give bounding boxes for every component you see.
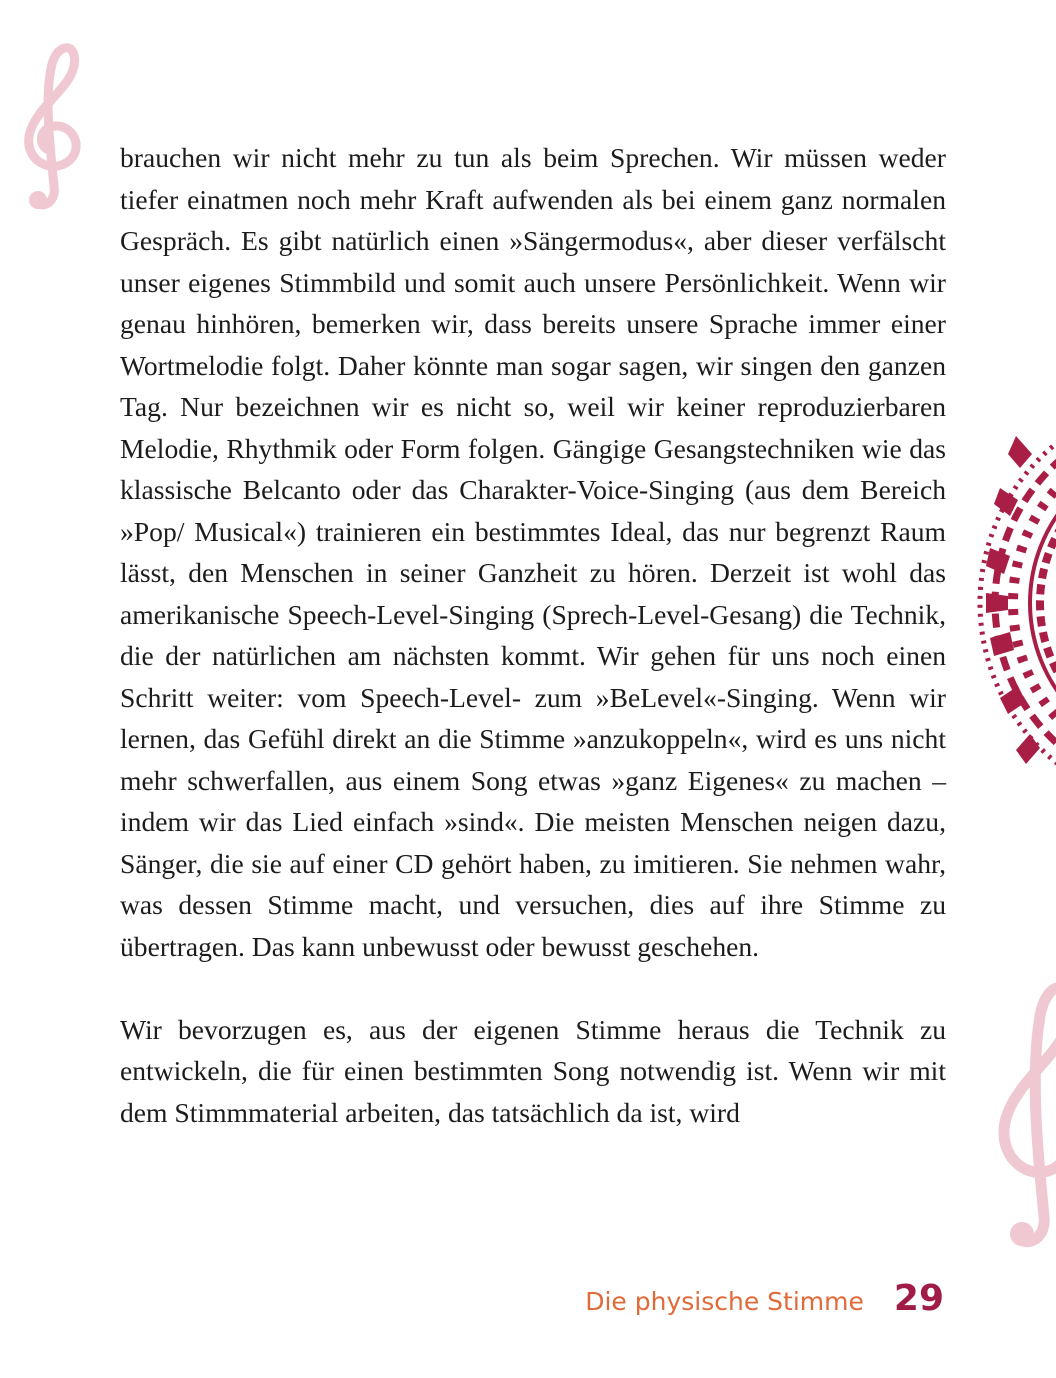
mandala-icon xyxy=(970,388,1056,818)
treble-clef-icon xyxy=(978,966,1056,1252)
body-text xyxy=(120,137,946,1133)
chapter-title: Die physische Stimme xyxy=(585,1287,864,1316)
paragraph: brauchen wir nicht mehr zu tun als beim Sprechen. Wir müssen weder tiefer einatmen noch mehr Kraft aufwenden als bei einem ganz normalen Gespräch. Es gibt natürlich einen »Sängermodus«, aber dieser verfälscht unser eigenes Stimmbild und somit auch unsere Persönlichkeit. Wenn wir genau hinhören, bemerken wir, dass bereits unsere Sprache immer einer Wortmelodie folgt. Daher könnte man sogar sagen, wir singen den ganzen Tag. Nur bezeichnen wir es nicht so, weil wir keiner reproduzierbaren Melodie, Rhythmik oder Form folgen. Gängige Gesangstechniken wie das klassische Belcanto oder das Charakter-Voice-Singing (aus dem Bereich »Pop/ Musical«) trainieren ein bestimmtes Ideal, das nur begrenzt Raum lässt, den Menschen in seiner Ganzheit zu hören. Derzeit ist wohl das amerikanische Speech-Level-Singing (Sprech-Level-Gesang) die Technik, die der natürlichen am nächsten kommt. Wir gehen für uns noch einen Schritt weiter: vom Speech-Level- zum »BeLevel«-Singing. Wenn wir lernen, das Gefühl direkt an die Stimme »anzukoppeln«, wird es uns nicht mehr schwerfallen, aus einem Song etwas »ganz Eigenes« zu machen – indem wir das Lied einfach »sind«. Die meisten Menschen neigen dazu, Sänger, die sie auf einer CD gehört haben, zu imitieren. Sie nehmen wahr, was dessen Stimme macht, und versuchen, dies auf ihre Stimme zu übertragen. Das kann unbewusst oder bewusst geschehen. xyxy=(120,142,946,962)
page-footer xyxy=(585,1278,944,1328)
page-number: 29 xyxy=(893,1278,944,1319)
paragraph: Wir bevorzugen es, aus der eigenen Stimme heraus die Technik zu entwickeln, die für einen bestimmten Song notwendig ist. Wenn wir mit dem Stimmmaterial arbeiten, das tatsächlich da ist, wird xyxy=(120,1013,946,1128)
treble-clef-icon xyxy=(8,36,92,212)
